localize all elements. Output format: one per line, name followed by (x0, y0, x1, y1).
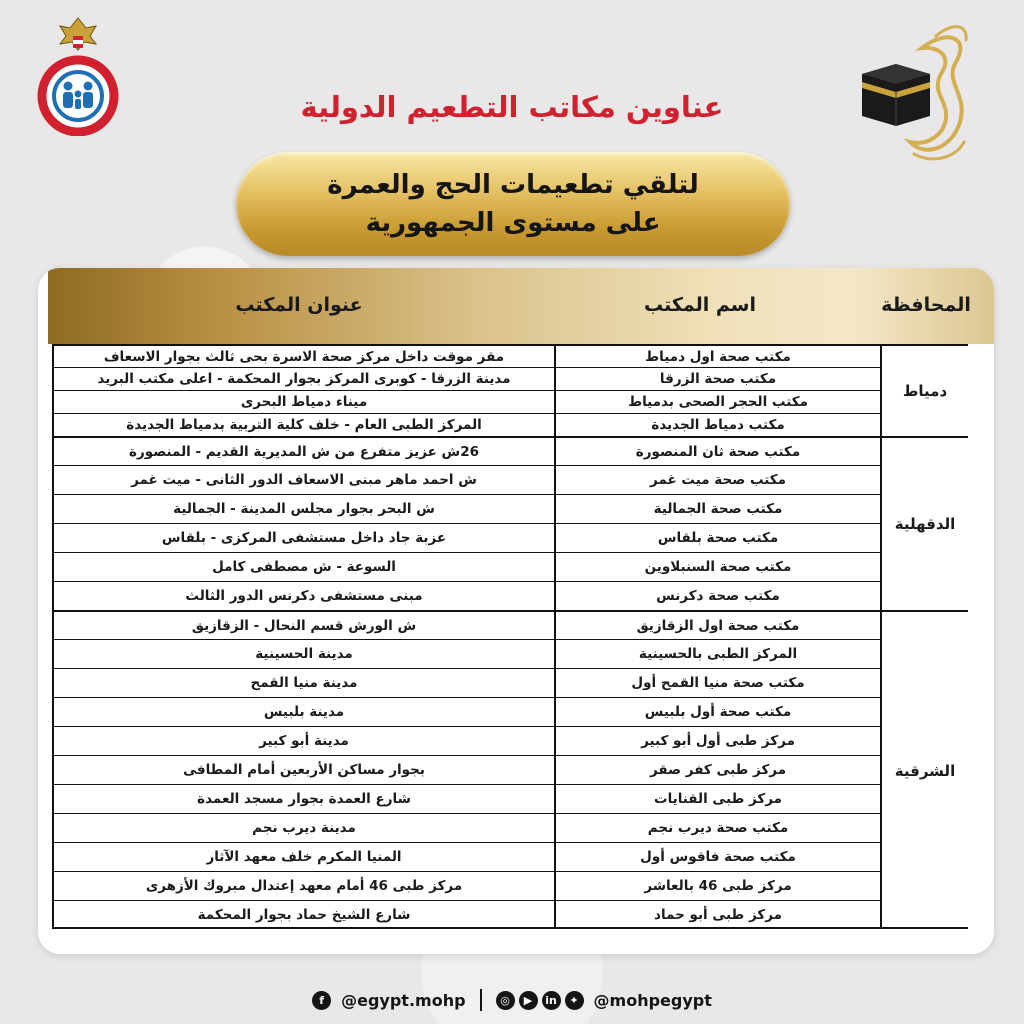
office-name-cell: مكتب دمياط الجديدة (554, 413, 880, 436)
office-name-cell: مكتب صحة ثان المنصورة (554, 436, 880, 465)
office-address-cell: بجوار مساكن الأربعين أمام المطافى (54, 755, 554, 784)
office-address-cell: ش الورش قسم النحال - الزقازيق (54, 610, 554, 639)
office-name-cell: مكتب صحة ميت غمر (554, 465, 880, 494)
office-address-cell: مركز طبى 46 أمام معهد إعتدال مبروك الأزهرى (54, 871, 554, 900)
office-name-cell: مكتب صحة الزرقا (554, 367, 880, 390)
office-name-cell: مكتب صحة الجمالية (554, 494, 880, 523)
office-address-cell: مقر موقت داخل مركز صحة الاسرة بحى ثالث بجوار الاسعاف (54, 344, 554, 367)
office-address-cell: مدينة أبو كبير (54, 726, 554, 755)
header-governorate: المحافظة (881, 294, 971, 316)
office-name-cell: مركز طبى أبو حماد (554, 900, 880, 929)
office-address-cell: ش البحر بجوار مجلس المدينة - الجمالية (54, 494, 554, 523)
ministry-emblem-icon (30, 14, 126, 136)
office-name-cell: مكتب صحة دكرنس (554, 581, 880, 610)
page-title: عناوين مكاتب التطعيم الدولية (300, 90, 724, 124)
office-name-cell: مكتب صحة اول دمياط (554, 344, 880, 367)
office-name-cell: مركز طبى كفر صقر (554, 755, 880, 784)
governorate-cell: الدقهلية (880, 436, 968, 610)
subtitle-line-1: لتلقي تطعيمات الحج والعمرة (327, 170, 699, 200)
office-address-cell: عزبة جاد داخل مستشفى المركزى - بلقاس (54, 523, 554, 552)
office-address-cell: المنيا المكرم خلف معهد الآثار (54, 842, 554, 871)
office-address-cell: مدينة الزرقا - كوبرى المركز بجوار المحكمة - اعلى مكتب البريد (54, 367, 554, 390)
office-address-cell: 26ش عزيز متفرع من ش المديرية القديم - المنصورة (54, 436, 554, 465)
office-address-cell: مدينة بلبيس (54, 697, 554, 726)
twitter-icon[interactable]: ✦ (565, 991, 584, 1010)
linkedin-icon[interactable]: in (542, 991, 561, 1010)
social-icons (496, 991, 584, 1010)
kaaba-icon (852, 18, 972, 168)
facebook-handle[interactable]: @egypt.mohp (341, 990, 466, 1010)
office-name-cell: مكتب الحجر الصحى بدمياط (554, 390, 880, 413)
office-address-cell: ش احمد ماهر مبنى الاسعاف الدور الثانى - ميت غمر (54, 465, 554, 494)
office-address-cell: مبنى مستشفى دكرنس الدور الثالث (54, 581, 554, 610)
office-address-cell: شارع العمدة بجوار مسجد العمدة (54, 784, 554, 813)
offices-table (38, 268, 994, 954)
office-name-cell: مركز طبى القنايات (554, 784, 880, 813)
office-name-cell: المركز الطبى بالحسينية (554, 639, 880, 668)
office-name-cell: مكتب صحة فاقوس أول (554, 842, 880, 871)
office-name-cell: مركز طبى أول أبو كبير (554, 726, 880, 755)
header-office-name: اسم المكتب (643, 294, 756, 316)
subtitle-banner (236, 152, 790, 256)
office-name-cell: مكتب صحة بلقاس (554, 523, 880, 552)
office-address-cell: المركز الطبى العام - خلف كلية التربية بدمياط الجديدة (54, 413, 554, 436)
office-address-cell: مدينة الحسينية (54, 639, 554, 668)
office-name-cell: مكتب صحة أول بلبيس (554, 697, 880, 726)
table-body (52, 344, 968, 929)
office-address-cell: مدينة منيا القمح (54, 668, 554, 697)
office-name-cell: مكتب صحة ديرب نجم (554, 813, 880, 842)
office-address-cell: شارع الشيخ حماد بجوار المحكمة (54, 900, 554, 929)
social-footer (288, 982, 736, 1018)
youtube-icon[interactable]: ▶ (519, 991, 538, 1010)
footer-divider (480, 989, 482, 1011)
social-handle[interactable]: @mohpegypt (593, 990, 712, 1010)
office-name-cell: مكتب صحة السنبلاوين (554, 552, 880, 581)
governorate-cell: دمياط (880, 344, 968, 436)
office-name-cell: مكتب صحة اول الزقازيق (554, 610, 880, 639)
office-name-cell: مكتب صحة منيا القمح أول (554, 668, 880, 697)
office-address-cell: ميناء دمياط البحرى (54, 390, 554, 413)
subtitle-line-2: على مستوى الجمهورية (365, 208, 661, 238)
hajj-decoration (852, 18, 972, 168)
instagram-icon[interactable]: ◎ (496, 991, 515, 1010)
facebook-icon[interactable]: f (312, 991, 331, 1010)
office-address-cell: مدينة ديرب نجم (54, 813, 554, 842)
header-office-address: عنوان المكتب (235, 294, 363, 316)
ministry-logo (30, 14, 126, 136)
governorate-cell: الشرقية (880, 610, 968, 929)
office-address-cell: السوعة - ش مصطفى كامل (54, 552, 554, 581)
office-name-cell: مركز طبى 46 بالعاشر (554, 871, 880, 900)
table-header (48, 268, 994, 344)
